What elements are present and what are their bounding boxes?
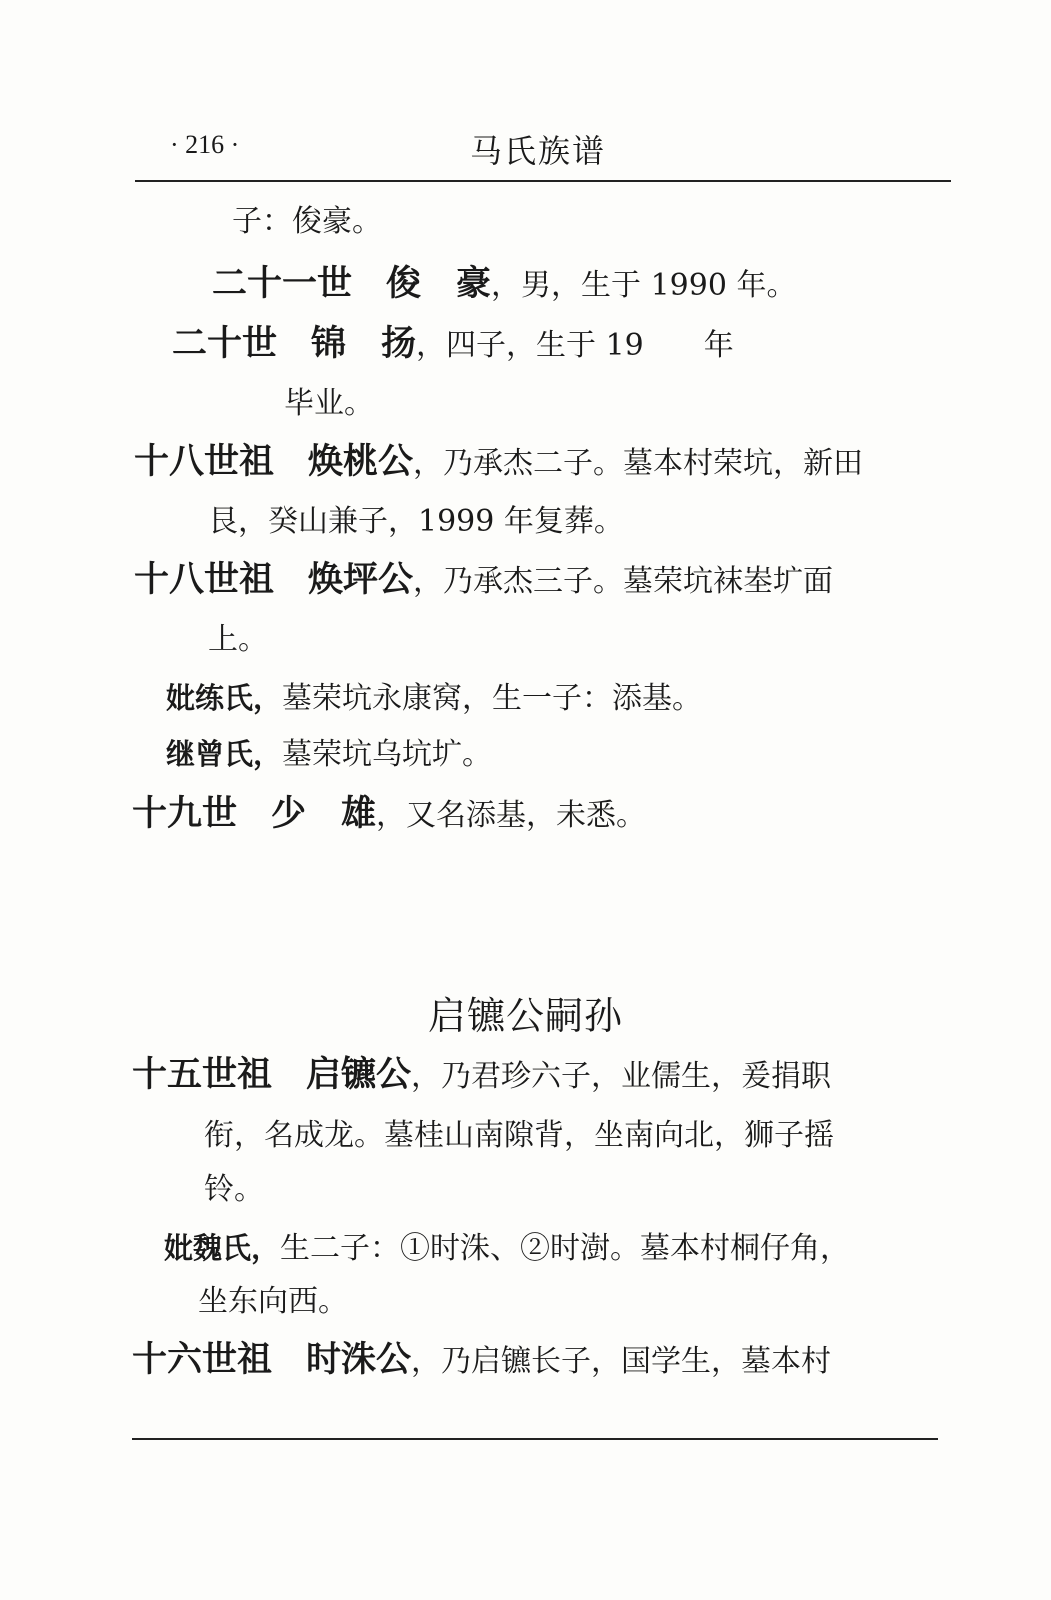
text-line	[232, 202, 382, 242]
entry-text: ，乃启镳长子，国学生，墓本村	[411, 1344, 832, 1379]
line-text: 毕业。	[284, 386, 374, 421]
entry-text: ，又名添基，未悉。	[376, 798, 647, 833]
page-number: · 216 ·	[170, 130, 240, 159]
book-title: 马氏族谱	[470, 132, 607, 170]
text-line	[208, 620, 268, 660]
entry-text: 生二子：①时洙、②时澍。墓本村桐仔角，	[280, 1231, 851, 1266]
spouse-label: 妣魏氏，	[164, 1231, 281, 1265]
genealogy-entry	[212, 264, 796, 306]
line-text: 艮，癸山兼子，1999 年复葬。	[208, 504, 624, 539]
entry-text: 墓荣坑永康窝，生一子：添基。	[282, 681, 703, 716]
spouse-label: 继曾氏，	[166, 737, 283, 771]
line-text: 衔，名成龙。墓桂山南隙背，坐南向北，狮子摇	[204, 1118, 834, 1153]
spouse-entry	[166, 734, 492, 775]
text-line	[208, 502, 624, 542]
person-name: 时洙公	[306, 1340, 412, 1380]
person-name: 锦 扬	[311, 324, 417, 364]
generation-label: 二十一世	[212, 264, 353, 304]
genealogy-entry	[134, 442, 863, 484]
entry-text: ，乃君珍六子，业儒生，爰捐职	[411, 1059, 832, 1094]
generation-label: 十八世祖	[134, 442, 275, 482]
entry-text: ，男，生于 1990 年。	[491, 268, 797, 303]
person-name: 焕坪公	[308, 560, 414, 600]
line-text: 子：俊豪。	[232, 204, 382, 239]
person-name: 焕桃公	[308, 442, 414, 482]
genealogy-entry	[132, 1055, 831, 1097]
generation-label: 二十世	[172, 324, 278, 364]
generation-label: 十八世祖	[134, 560, 275, 600]
person-name: 少 雄	[271, 794, 377, 834]
entry-text: ，乃承杰二子。墓本村荣坑，新田	[413, 446, 864, 481]
text-line	[204, 1116, 834, 1156]
line-text: 坐东向西。	[198, 1284, 348, 1319]
footer-rule	[132, 1438, 938, 1440]
spouse-entry	[166, 678, 702, 719]
genealogy-entry	[132, 1340, 831, 1382]
line-text: 上。	[208, 622, 268, 657]
genealogy-entry	[172, 324, 734, 366]
entry-text: ，乃承杰三子。墓荣坑袜峚圹面	[413, 564, 834, 599]
generation-label: 十五世祖	[132, 1055, 273, 1095]
text-line	[204, 1170, 264, 1210]
header-rule	[135, 180, 951, 182]
text-line	[198, 1282, 348, 1322]
spouse-entry	[164, 1228, 850, 1269]
generation-label: 十九世	[132, 794, 238, 834]
text-line	[284, 384, 374, 424]
line-text: 铃。	[204, 1172, 264, 1207]
person-name: 启镳公	[306, 1055, 412, 1095]
entry-text: ，四子，生于 19 年	[416, 328, 734, 363]
spouse-label: 妣练氏，	[166, 681, 283, 715]
genealogy-entry	[132, 794, 646, 836]
entry-text: 墓荣坑乌坑圹。	[282, 737, 493, 772]
generation-label: 十六世祖	[132, 1340, 273, 1380]
section-heading: 启镳公嗣孙	[428, 994, 624, 1038]
genealogy-entry	[134, 560, 833, 602]
person-name: 俊 豪	[386, 264, 492, 304]
